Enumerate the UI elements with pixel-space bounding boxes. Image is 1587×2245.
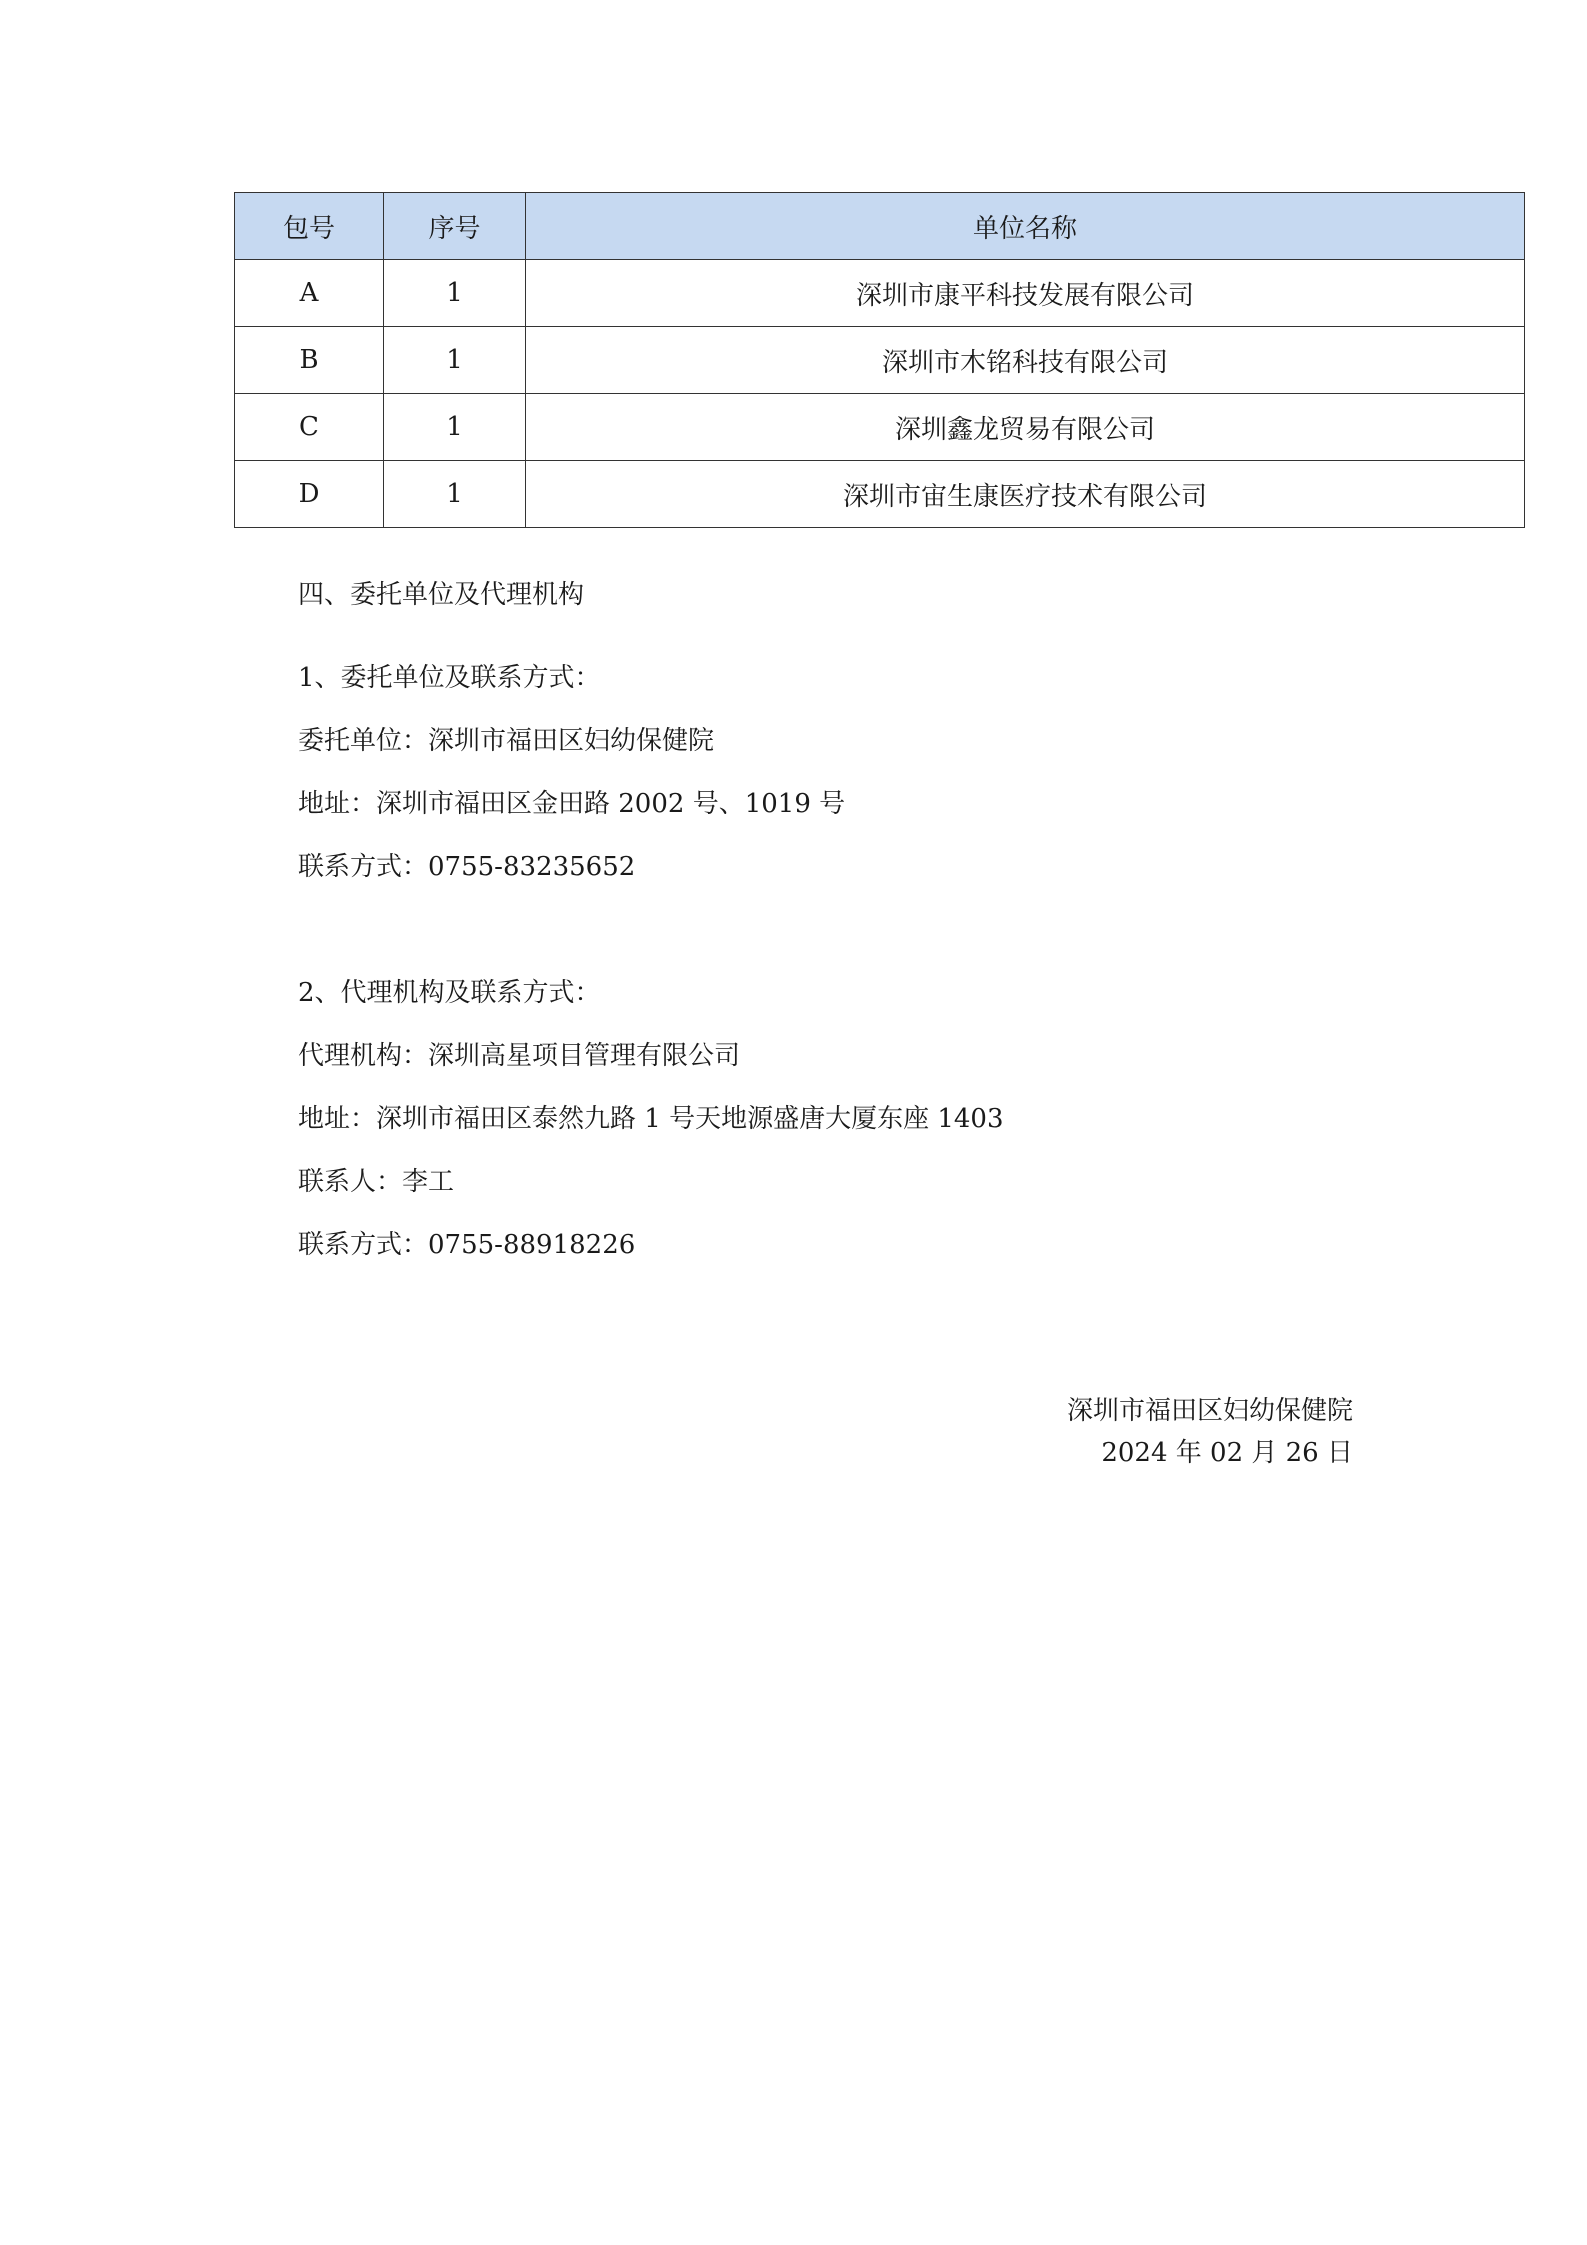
- cell-company: 深圳市宙生康医疗技术有限公司: [526, 461, 1525, 528]
- results-table: [234, 192, 1525, 528]
- cell-seq: 1: [384, 461, 526, 528]
- client-address: 地址：深圳市福田区金田路 2002 号、1019 号: [298, 789, 846, 819]
- client-heading: 1、委托单位及联系方式：: [298, 663, 601, 693]
- section-heading: 四、委托单位及代理机构: [298, 580, 585, 610]
- cell-seq: 1: [384, 327, 526, 394]
- cell-company: 深圳市木铭科技有限公司: [526, 327, 1525, 394]
- header-package: 包号: [235, 193, 384, 260]
- cell-package: D: [235, 461, 384, 528]
- cell-package: A: [235, 260, 384, 327]
- agency-contact: 联系方式：0755-88918226: [298, 1230, 636, 1260]
- cell-package: C: [235, 394, 384, 461]
- table-row: [235, 461, 1525, 528]
- agency-address: 地址：深圳市福田区泰然九路 1 号天地源盛唐大厦东座 1403: [298, 1104, 1004, 1134]
- cell-company: 深圳鑫龙贸易有限公司: [526, 394, 1525, 461]
- agency-name: 代理机构：深圳高星项目管理有限公司: [298, 1041, 741, 1071]
- table-header-row: [235, 193, 1525, 260]
- agency-heading: 2、代理机构及联系方式：: [298, 978, 601, 1008]
- table-row: [235, 327, 1525, 394]
- client-name: 委托单位：深圳市福田区妇幼保健院: [298, 726, 715, 756]
- signature-org: 深圳市福田区妇幼保健院: [1066, 1396, 1353, 1426]
- agency-person: 联系人：李工: [298, 1167, 455, 1197]
- signature-date: 2024 年 02 月 26 日: [1101, 1438, 1353, 1468]
- table-row: [235, 260, 1525, 327]
- header-company: 单位名称: [526, 193, 1525, 260]
- table-row: [235, 394, 1525, 461]
- header-seq: 序号: [384, 193, 526, 260]
- cell-package: B: [235, 327, 384, 394]
- cell-company: 深圳市康平科技发展有限公司: [526, 260, 1525, 327]
- cell-seq: 1: [384, 394, 526, 461]
- cell-seq: 1: [384, 260, 526, 327]
- client-contact: 联系方式：0755-83235652: [298, 852, 636, 882]
